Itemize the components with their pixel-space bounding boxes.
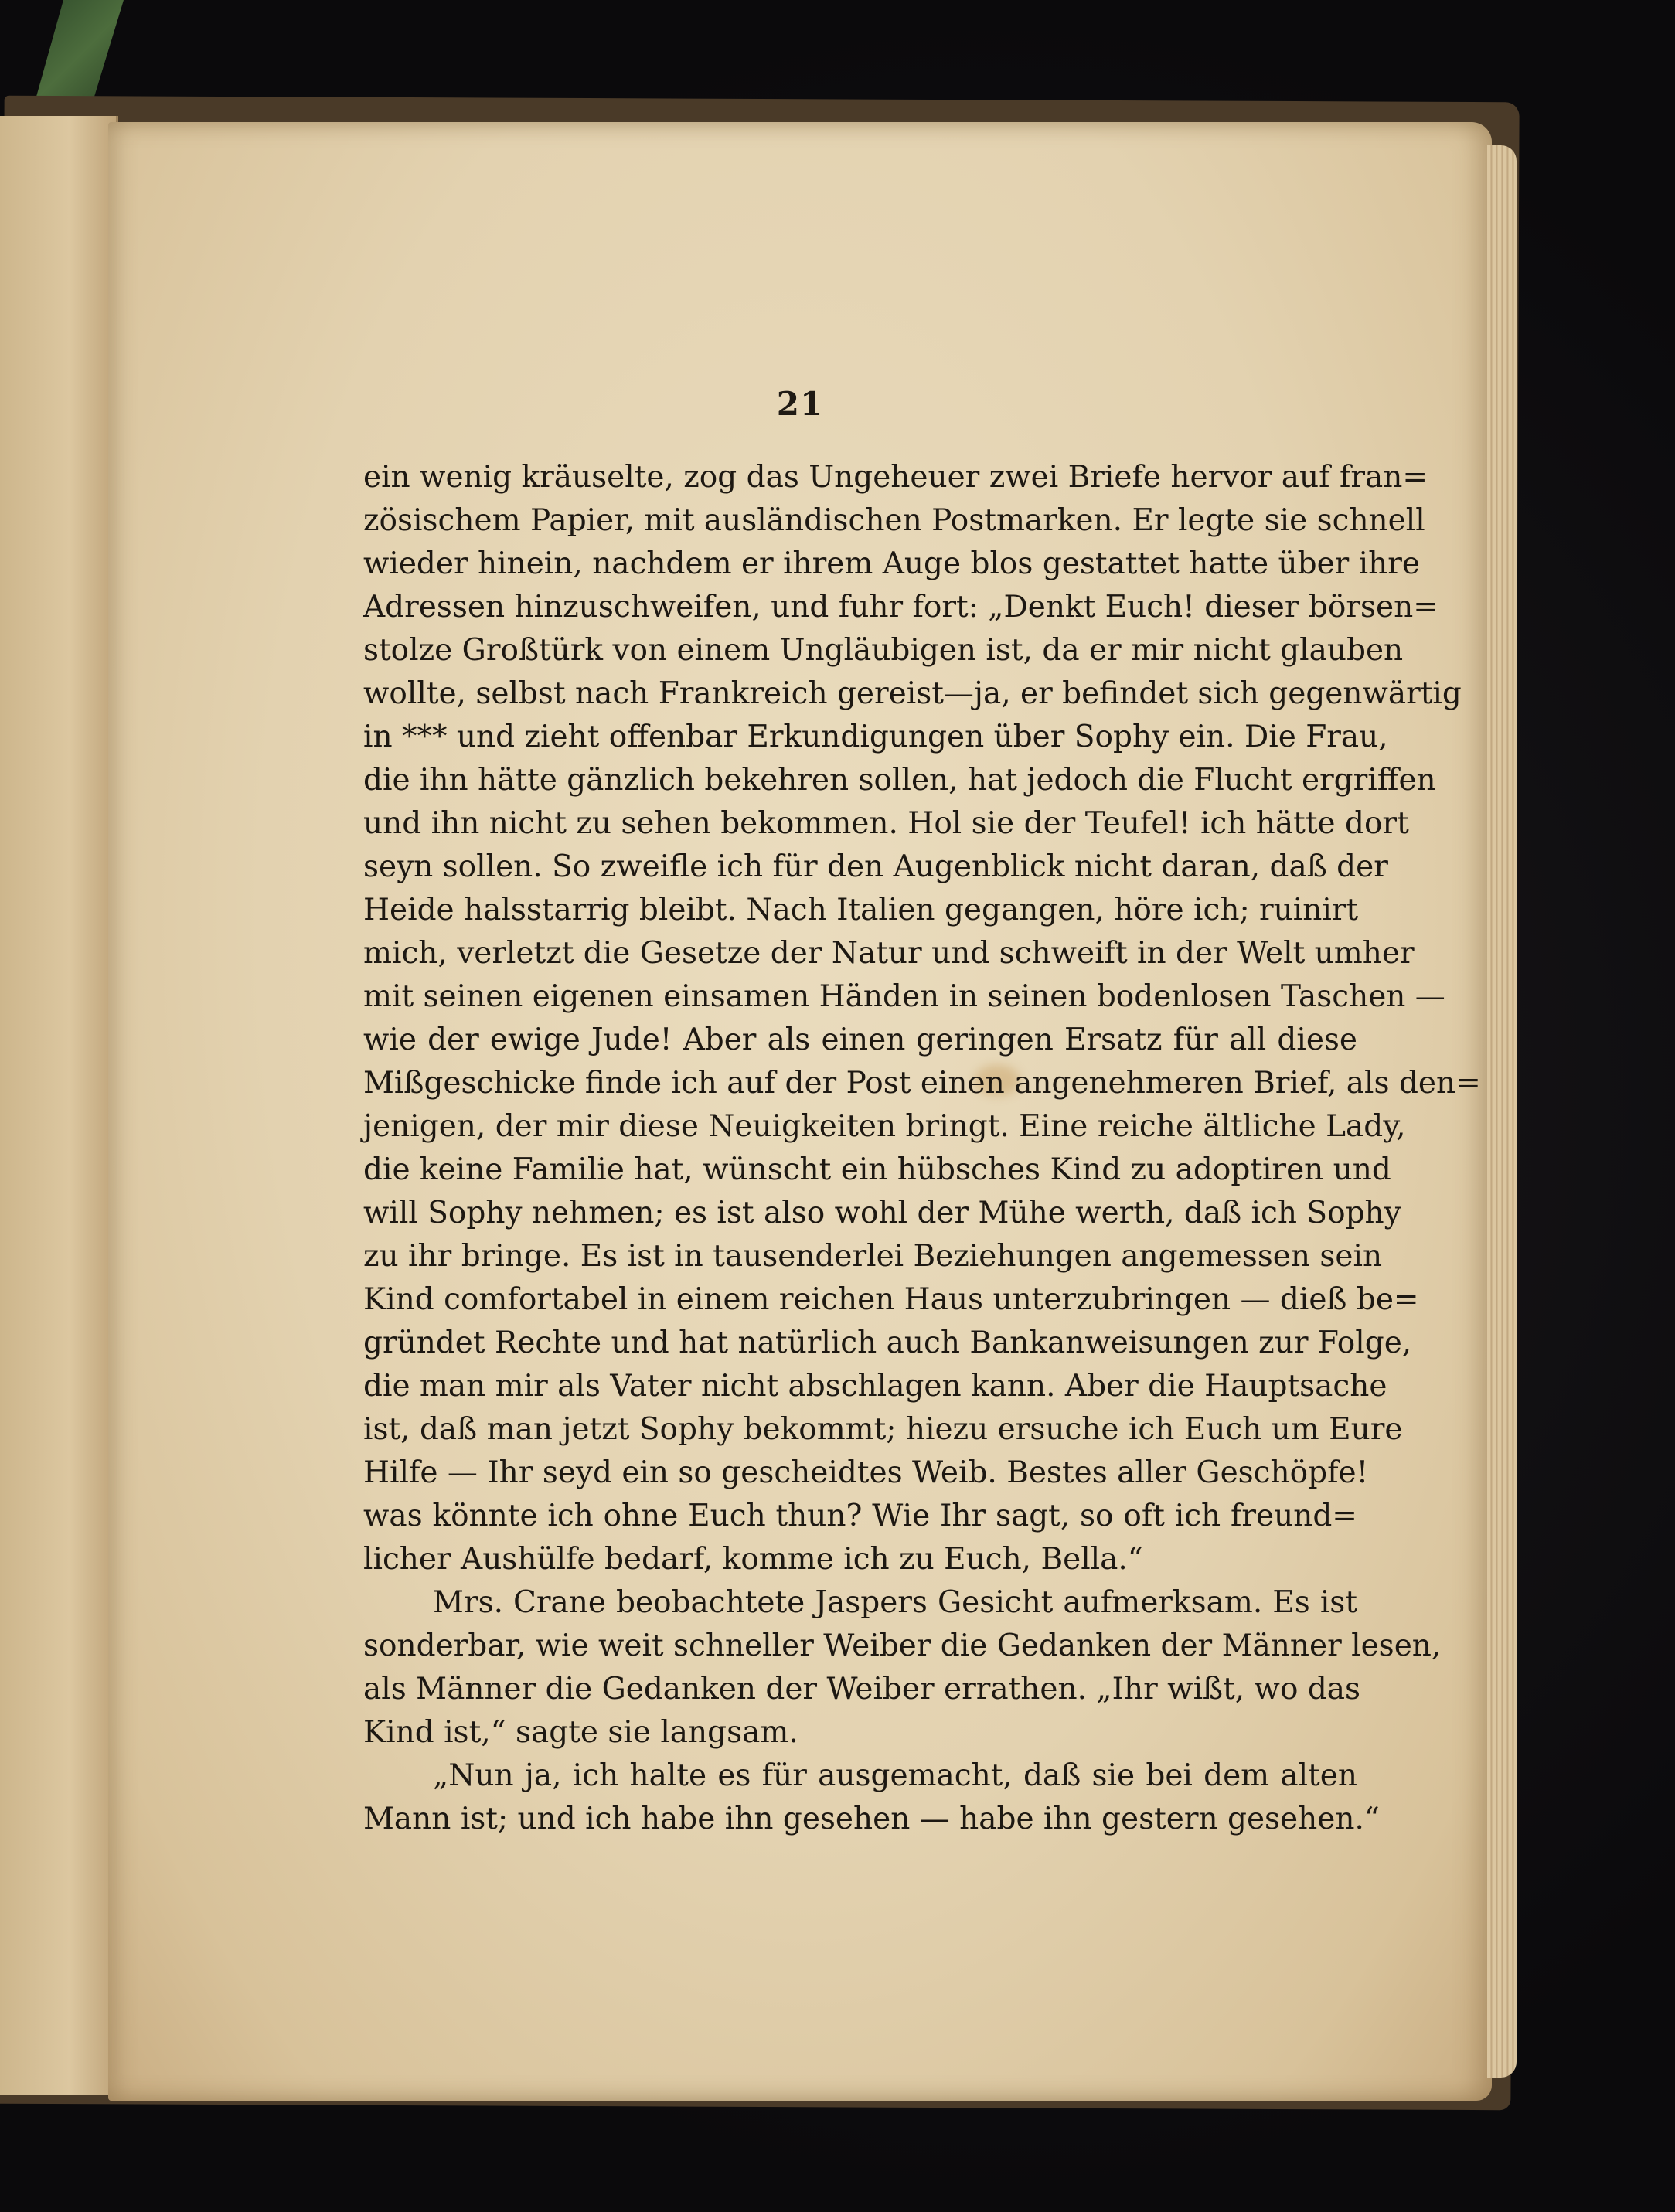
paragraph-start-line: „Nun ja, ich halte es für ausgemacht, daß sie bei dem alten (433, 1758, 1357, 1793)
page-number: 21 (776, 385, 824, 423)
text-line: Kind comfortabel in einem reichen Haus unterzubringen — dieß be= (363, 1282, 1419, 1317)
text-line: Adressen hinzuschweifen, und fuhr fort: „Denkt Euch! dieser börsen= (363, 590, 1438, 624)
text-line: Heide halsstarrig bleibt. Nach Italien gegangen, höre ich; ruinirt (363, 893, 1359, 927)
text-line: Mann ist; und ich habe ihn gesehen — habe ihn gestern gesehen.“ (363, 1802, 1380, 1836)
text-line: zu ihr bringe. Es ist in tausenderlei Beziehungen angemessen sein (363, 1239, 1383, 1274)
text-line: die keine Familie hat, wünscht ein hübsches Kind zu adoptiren und (363, 1152, 1391, 1187)
text-line: mich, verletzt die Gesetze der Natur und schweift in der Welt umher (363, 936, 1415, 971)
text-line: zösischem Papier, mit ausländischen Postmarken. Er legte sie schnell (363, 503, 1425, 538)
body-text (363, 456, 1481, 1841)
left-page-edge (0, 116, 118, 2095)
paragraph-start-line: Mrs. Crane beobachtete Jaspers Gesicht aufmerksam. Es ist (433, 1585, 1357, 1620)
text-line: sonderbar, wie weit schneller Weiber die Gedanken der Männer lesen, (363, 1628, 1442, 1663)
text-line: als Männer die Gedanken der Weiber errathen. „Ihr wißt, wo das (363, 1672, 1361, 1707)
text-line: Kind ist,“ sagte sie langsam. (363, 1715, 798, 1750)
text-line: ist, daß man jetzt Sophy bekommt; hiezu ersuche ich Euch um Eure (363, 1412, 1403, 1447)
text-line: die ihn hätte gänzlich bekehren sollen, hat jedoch die Flucht ergriffen (363, 763, 1436, 798)
text-line: seyn sollen. So zweifle ich für den Augenblick nicht daran, daß der (363, 849, 1388, 884)
text-line: was könnte ich ohne Euch thun? Wie Ihr sagt, so oft ich freund= (363, 1499, 1357, 1533)
text-line: licher Aushülfe bedarf, komme ich zu Euch, Bella.“ (363, 1542, 1143, 1577)
text-line: in *** und zieht offenbar Erkundigungen über Sophy ein. Die Frau, (363, 720, 1388, 754)
text-line: will Sophy nehmen; es ist also wohl der Mühe werth, daß ich Sophy (363, 1196, 1401, 1230)
text-line: wieder hinein, nachdem er ihrem Auge blos gestattet hatte über ihre (363, 546, 1420, 581)
text-line: wie der ewige Jude! Aber als einen geringen Ersatz für all diese (363, 1023, 1357, 1057)
book-page (108, 122, 1492, 2101)
text-line: Hilfe — Ihr seyd ein so gescheidtes Weib. Bestes aller Geschöpfe! (363, 1455, 1369, 1490)
text-line: jenigen, der mir diese Neuigkeiten bringt. Eine reiche ältliche Lady, (363, 1109, 1406, 1144)
text-line: Mißgeschicke finde ich auf der Post einen angenehmeren Brief, als den= (363, 1066, 1481, 1101)
text-line: und ihn nicht zu sehen bekommen. Hol sie der Teufel! ich hätte dort (363, 806, 1409, 841)
text-line: ein wenig kräuselte, zog das Ungeheuer zwei Briefe hervor auf fran= (363, 460, 1428, 495)
page-edges (1487, 145, 1517, 2078)
text-line: die man mir als Vater nicht abschlagen kann. Aber die Hauptsache (363, 1369, 1387, 1404)
text-line: gründet Rechte und hat natürlich auch Bankanweisungen zur Folge, (363, 1325, 1412, 1360)
text-line: mit seinen eigenen einsamen Händen in seinen bodenlosen Taschen — (363, 979, 1445, 1014)
text-line: stolze Großtürk von einem Ungläubigen ist, da er mir nicht glauben (363, 633, 1404, 668)
text-line: wollte, selbst nach Frankreich gereist—ja, er befindet sich gegenwärtig (363, 676, 1462, 711)
